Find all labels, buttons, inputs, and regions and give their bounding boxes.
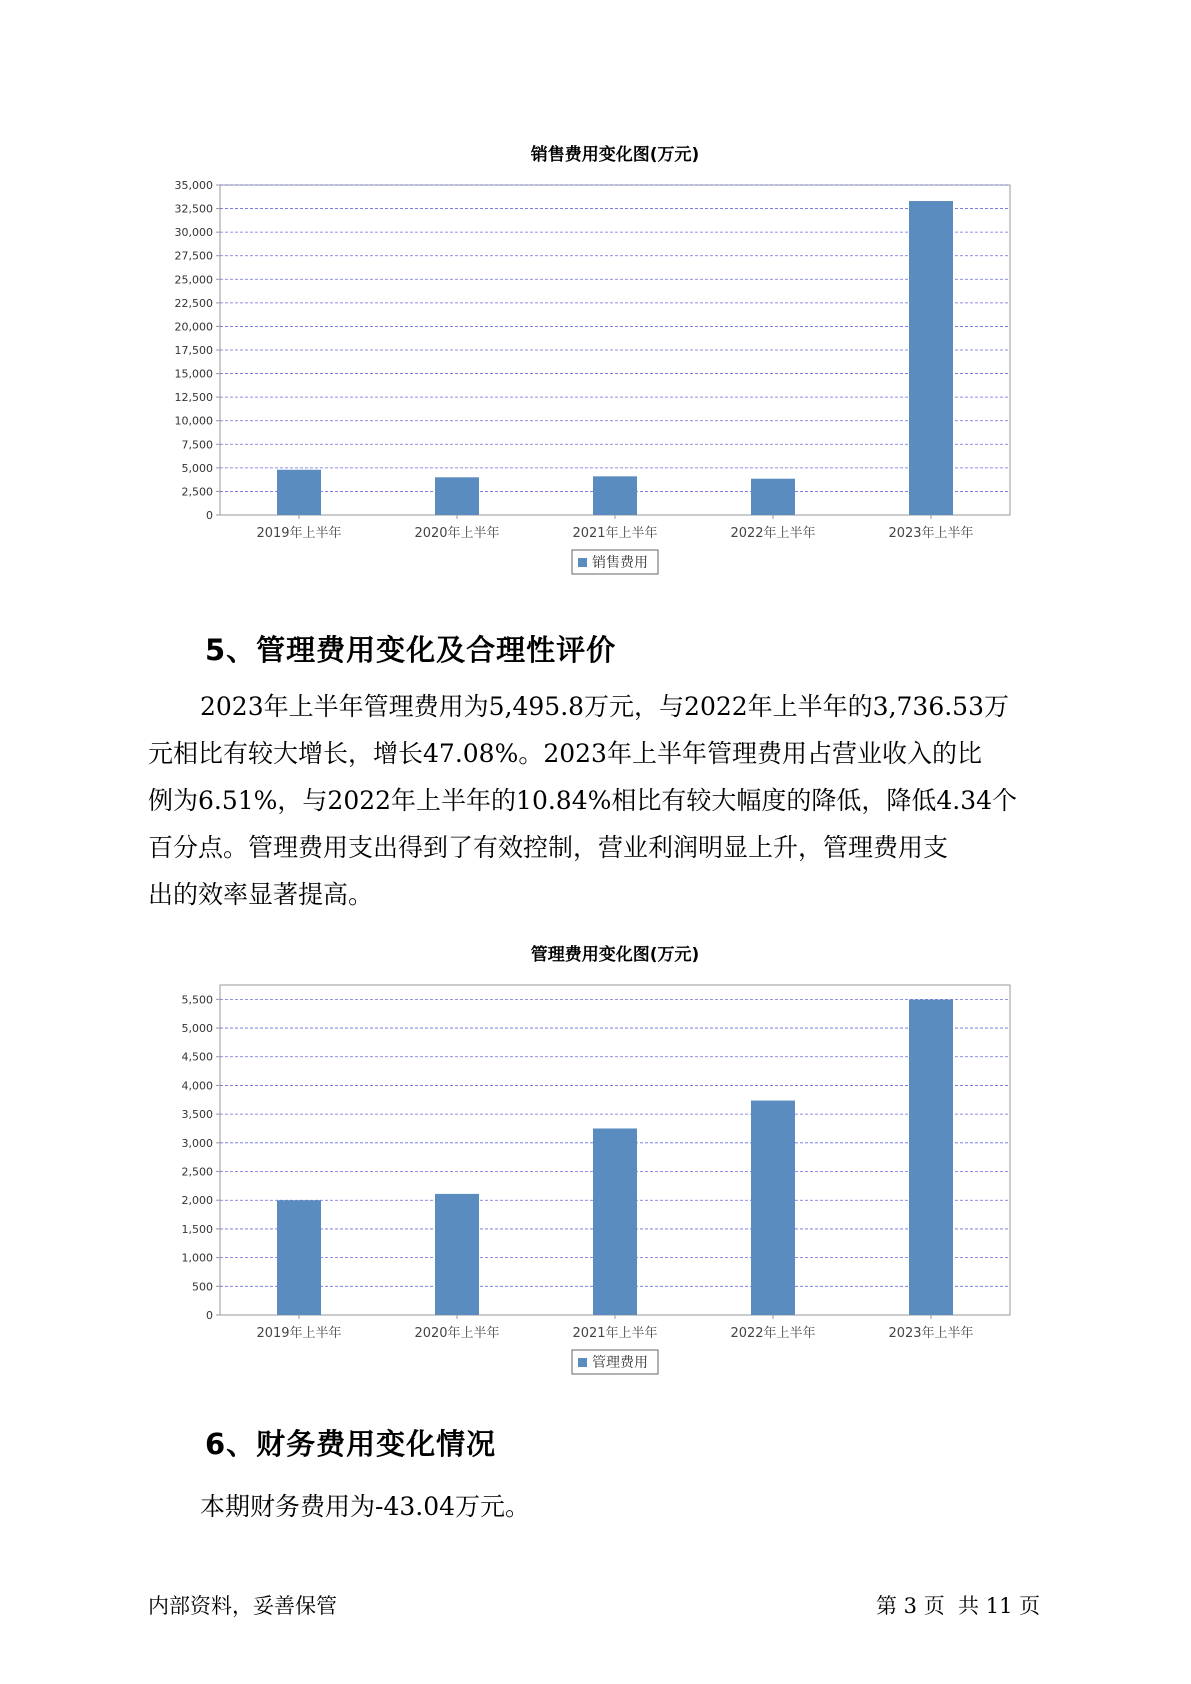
admin-chart-xtick-label: 2022年上半年 <box>730 1326 816 1341</box>
sales-chart-ytick-label: 25,000 <box>174 273 213 287</box>
sales-chart-xtick-label: 2022年上半年 <box>730 526 816 541</box>
sales-chart-legend-label: 销售费用 <box>592 555 648 571</box>
footer-left: 内部资料，妥善保管 <box>148 1594 337 1618</box>
sales-chart-ytick-label: 30,000 <box>174 226 213 240</box>
admin-chart-bar <box>751 1101 795 1315</box>
sales-chart-ytick-label: 10,000 <box>174 414 213 428</box>
admin-chart-title: 管理费用变化图(万元) <box>530 945 700 965</box>
admin-chart-ytick-label: 500 <box>192 1280 213 1294</box>
section5-line-5: 出的效率显著提高。 <box>148 880 374 909</box>
admin-chart-ytick-label: 5,000 <box>181 1022 213 1036</box>
sales-chart-ytick-label: 2,500 <box>181 485 213 499</box>
sales-expense-chart-svg <box>0 130 1191 571</box>
sales-chart-bar <box>751 479 795 515</box>
admin-chart-ytick-label: 3,000 <box>181 1136 213 1150</box>
admin-chart-bar <box>277 1200 321 1315</box>
section5-line-1: 2023年上半年管理费用为5,495.8万元，与2022年上半年的3,736.53万 <box>200 692 1009 721</box>
admin-chart-xtick-label: 2021年上半年 <box>572 1326 658 1341</box>
admin-chart-bar <box>909 1000 953 1315</box>
admin-chart-ytick-label: 2,000 <box>181 1194 213 1208</box>
admin-chart-ytick-label: 1,000 <box>181 1251 213 1265</box>
sales-chart-ytick-label: 35,000 <box>174 179 213 192</box>
admin-chart-ytick-label: 2,500 <box>181 1165 213 1179</box>
admin-chart-ytick-label: 0 <box>206 1309 213 1322</box>
sales-chart-bar <box>277 470 321 515</box>
admin-chart-xtick-label: 2019年上半年 <box>256 1326 342 1341</box>
admin-chart-ytick-label: 3,500 <box>181 1108 213 1122</box>
admin-chart-ytick-label: 4,500 <box>181 1050 213 1064</box>
admin-expense-chart-svg <box>0 930 1191 1371</box>
sales-chart-title: 销售费用变化图(万元) <box>530 145 700 165</box>
admin-chart-ytick-label: 1,500 <box>181 1222 213 1236</box>
sales-chart-ytick-label: 0 <box>206 509 213 522</box>
section5-line-2: 元相比有较大增长，增长47.08%。2023年上半年管理费用占营业收入的比 <box>148 739 982 768</box>
admin-chart-ytick-label: 5,500 <box>181 993 213 1007</box>
admin-chart-legend-swatch <box>578 1358 587 1367</box>
sales-chart-xtick-label: 2021年上半年 <box>572 526 658 541</box>
footer-right: 第 3 页 共 11 页 <box>876 1594 1041 1618</box>
sales-chart-ytick-label: 7,500 <box>181 438 213 452</box>
admin-chart-xtick-label: 2023年上半年 <box>888 1326 974 1341</box>
sales-chart-ytick-label: 15,000 <box>174 367 213 381</box>
sales-chart-ytick-label: 22,500 <box>174 296 213 310</box>
admin-chart-legend-label: 管理费用 <box>592 1355 648 1371</box>
section6-text: 本期财务费用为-43.04万元。 <box>200 1492 531 1521</box>
section5-heading: 5、管理费用变化及合理性评价 <box>205 633 617 667</box>
sales-expense-chart <box>0 130 1191 571</box>
sales-chart-bar <box>593 476 637 515</box>
sales-chart-ytick-label: 5,000 <box>181 461 213 475</box>
sales-chart-bar <box>435 477 479 515</box>
sales-chart-ytick-label: 17,500 <box>174 344 213 357</box>
sales-chart-ytick-label: 12,500 <box>174 391 213 405</box>
admin-chart-bar <box>593 1128 637 1315</box>
sales-chart-xtick-label: 2023年上半年 <box>888 526 974 541</box>
section6-heading: 6、财务费用变化情况 <box>205 1427 497 1461</box>
admin-chart-xtick-label: 2020年上半年 <box>414 1326 500 1341</box>
sales-chart-xtick-label: 2020年上半年 <box>414 526 500 541</box>
section5-line-3: 例为6.51%，与2022年上半年的10.84%相比有较大幅度的降低，降低4.34个 <box>148 786 1018 815</box>
admin-chart-ytick-label: 4,000 <box>181 1079 213 1093</box>
sales-chart-bar <box>909 201 953 515</box>
sales-chart-ytick-label: 20,000 <box>174 320 213 334</box>
section5-paragraph <box>148 683 1048 918</box>
section5-line-4: 百分点。管理费用支出得到了有效控制，营业利润明显上升，管理费用支 <box>148 833 949 862</box>
admin-expense-chart <box>0 930 1191 1371</box>
sales-chart-ytick-label: 27,500 <box>174 249 213 263</box>
sales-chart-ytick-label: 32,500 <box>174 202 213 216</box>
sales-chart-xtick-label: 2019年上半年 <box>256 526 342 541</box>
sales-chart-legend-swatch <box>578 558 587 567</box>
admin-chart-bar <box>435 1194 479 1315</box>
